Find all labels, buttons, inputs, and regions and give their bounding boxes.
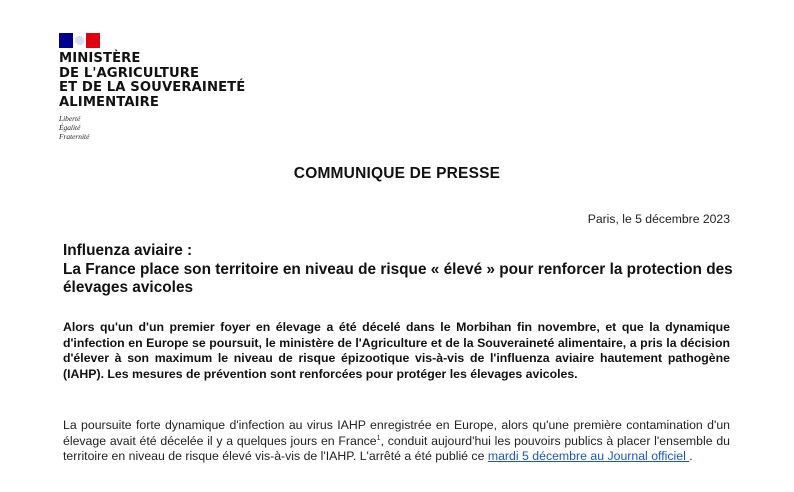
motto-line: Liberté <box>59 114 81 123</box>
ministry-name-line: DE L'AGRICULTURE <box>59 65 200 81</box>
motto-line: Fraternité <box>59 131 90 141</box>
republic-motto <box>59 115 245 141</box>
ministry-name-line: ET DE LA SOUVERAINETÉ <box>59 80 246 95</box>
footnote-marker[interactable]: 1 <box>376 434 381 442</box>
document-type-title: COMMUNIQUE DE PRESSE <box>293 165 501 182</box>
flag-blue-band <box>59 33 73 48</box>
body-text: , conduit aujourd'hui les pouvoirs publics à placer l'ensemble du territoire en niveau de risque élevé vis-à-vis de l'IAHP. L'arrêté a été publié ce <box>63 433 731 464</box>
motto-line: Égalité <box>59 122 81 132</box>
journal-officiel-link[interactable]: mardi 5 décembre au Journal officiel <box>487 449 690 464</box>
dateline: Paris, le 5 décembre 2023 <box>587 212 730 226</box>
headline-line: La France place son territoire en niveau de risque « élevé » pour renforcer la protection des élevages avicoles <box>63 260 733 296</box>
flag-red-band <box>86 33 100 48</box>
body-text: . <box>689 449 693 464</box>
body-paragraph <box>63 418 730 465</box>
marianne-icon <box>75 36 84 45</box>
body-text: La poursuite forte dynamique d'infection au virus IAHP enregistrée en Europe, alors qu'une première contamination d'un élevage avait été décelée il y a quelques jours en France <box>63 418 730 448</box>
headline-line: Influenza aviaire : <box>63 242 193 259</box>
french-flag-icon <box>59 33 100 48</box>
ministry-name-line: ALIMENTAIRE <box>59 94 160 110</box>
headline <box>63 242 743 298</box>
ministry-name <box>59 52 245 110</box>
lead-paragraph: Alors qu'un d'un premier foyer en élevage a été décelé dans le Morbihan fin novembre, et que la dynamique d'infection en Europe se poursuit, le ministère de l'Agriculture et de la Souveraineté alimentaire, a pris la décision d'élever à son maximum le niveau de risque épizootique vis-à-vis de l'influenza aviaire hautement pathogène (IAHP). Les mesures de prévention sont renforcées pour protéger les élevages avicoles. <box>63 320 730 381</box>
ministry-name-line: MINISTÈRE <box>59 51 141 66</box>
flag-white-band <box>73 33 86 48</box>
ministry-logo <box>59 33 245 141</box>
